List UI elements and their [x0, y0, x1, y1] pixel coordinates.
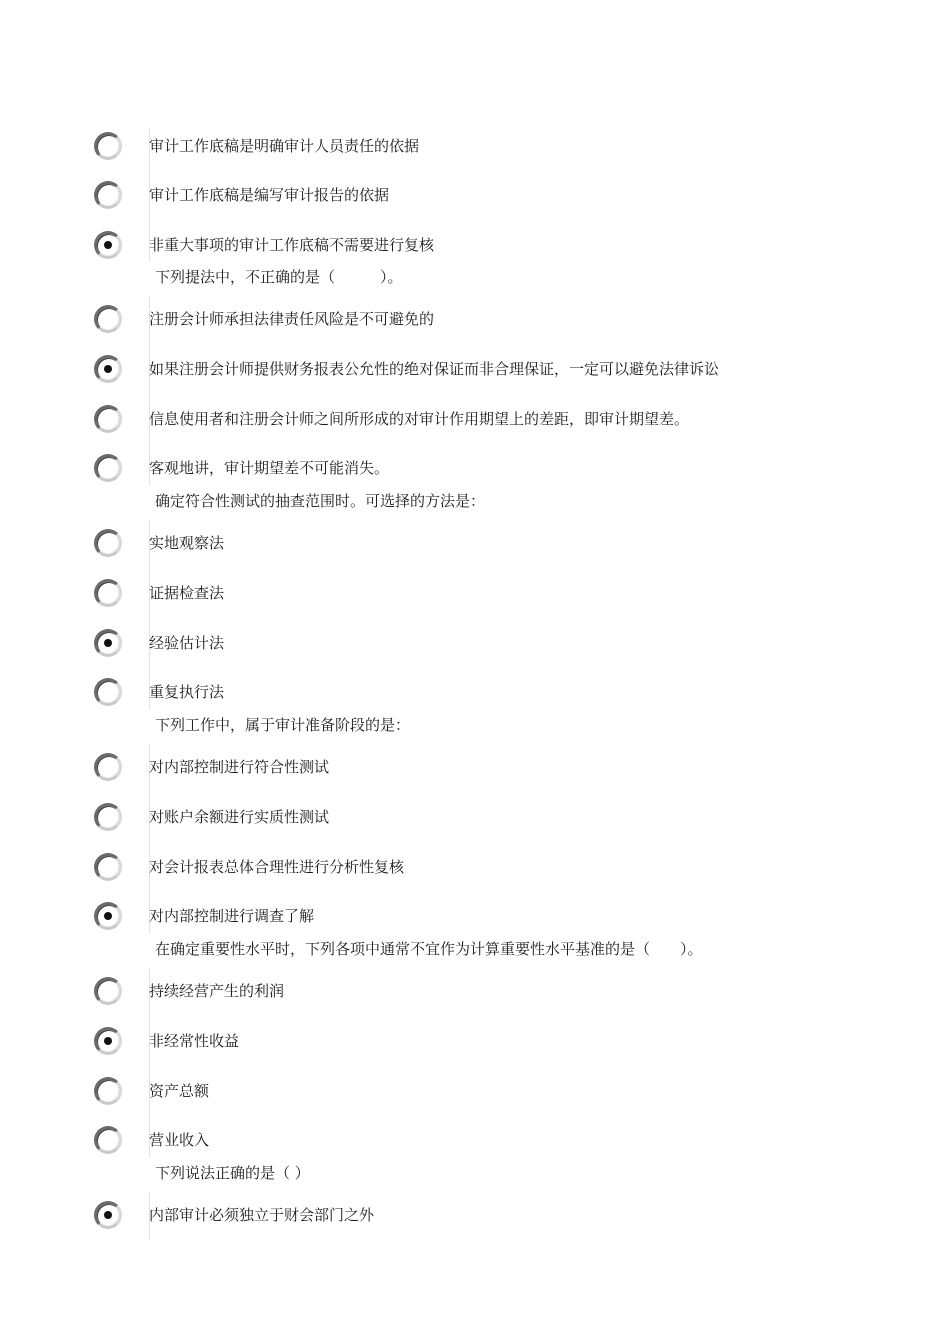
option-label[interactable]: 对会计报表总体合理性进行分析性复核	[149, 858, 405, 876]
radio-dot-icon	[104, 365, 112, 373]
option-label[interactable]: 营业收入	[149, 1131, 210, 1149]
option-label[interactable]: 重复执行法	[149, 683, 225, 701]
option-label[interactable]: 内部审计必须独立于财会部门之外	[149, 1206, 375, 1224]
radio-dot-icon	[104, 912, 112, 920]
option-label[interactable]: 经验估计法	[149, 634, 225, 652]
option-label[interactable]: 实地观察法	[149, 534, 225, 552]
radio-button[interactable]	[94, 853, 122, 881]
option-label[interactable]: 非重大事项的审计工作底稿不需要进行复核	[149, 236, 435, 254]
radio-button[interactable]	[94, 1126, 122, 1154]
option-label[interactable]: 如果注册会计师提供财务报表公允性的绝对保证而非合理保证，一定可以避免法律诉讼	[149, 360, 720, 378]
option-label[interactable]: 审计工作底稿是明确审计人员责任的依据	[149, 137, 420, 155]
radio-button[interactable]	[94, 132, 122, 160]
option-label[interactable]: 信息使用者和注册会计师之间所形成的对审计作用期望上的差距，即审计期望差。	[149, 410, 690, 428]
question-text: 在确定重要性水平时，下列各项中通常不宜作为计算重要性水平基准的是（ ）。	[155, 940, 703, 958]
option-label[interactable]: 持续经营产生的利润	[149, 982, 285, 1000]
question-text: 下列说法正确的是（ ）	[155, 1164, 310, 1182]
radio-button[interactable]	[94, 977, 122, 1005]
question-text: 下列提法中，不正确的是（ ）。	[155, 268, 403, 286]
radio-button[interactable]	[94, 579, 122, 607]
option-label[interactable]: 客观地讲，审计期望差不可能消失。	[149, 459, 390, 477]
radio-button[interactable]	[94, 529, 122, 557]
radio-button[interactable]	[94, 181, 122, 209]
question-text: 下列工作中，属于审计准备阶段的是：	[155, 716, 411, 734]
option-label[interactable]: 审计工作底稿是编写审计报告的依据	[149, 186, 390, 204]
radio-button[interactable]	[94, 454, 122, 482]
radio-dot-icon	[104, 241, 112, 249]
radio-button-selected[interactable]	[94, 1201, 122, 1229]
radio-button[interactable]	[94, 753, 122, 781]
radio-button[interactable]	[94, 405, 122, 433]
option-label[interactable]: 对内部控制进行调查了解	[149, 907, 315, 925]
option-label[interactable]: 对账户余额进行实质性测试	[149, 808, 330, 826]
radio-button-selected[interactable]	[94, 1027, 122, 1055]
radio-button-selected[interactable]	[94, 355, 122, 383]
radio-button[interactable]	[94, 305, 122, 333]
radio-dot-icon	[104, 639, 112, 647]
option-label[interactable]: 对内部控制进行符合性测试	[149, 758, 330, 776]
radio-dot-icon	[104, 1037, 112, 1045]
radio-button-selected[interactable]	[94, 629, 122, 657]
radio-button-selected[interactable]	[94, 231, 122, 259]
radio-button[interactable]	[94, 678, 122, 706]
radio-dot-icon	[104, 1211, 112, 1219]
radio-button[interactable]	[94, 803, 122, 831]
option-label[interactable]: 注册会计师承担法律责任风险是不可避免的	[149, 310, 435, 328]
option-label[interactable]: 非经常性收益	[149, 1032, 240, 1050]
radio-button[interactable]	[94, 1077, 122, 1105]
option-label[interactable]: 证据检查法	[149, 584, 225, 602]
question-text: 确定符合性测试的抽查范围时。可选择的方法是：	[155, 492, 486, 510]
option-label[interactable]: 资产总额	[149, 1082, 210, 1100]
radio-button-selected[interactable]	[94, 902, 122, 930]
